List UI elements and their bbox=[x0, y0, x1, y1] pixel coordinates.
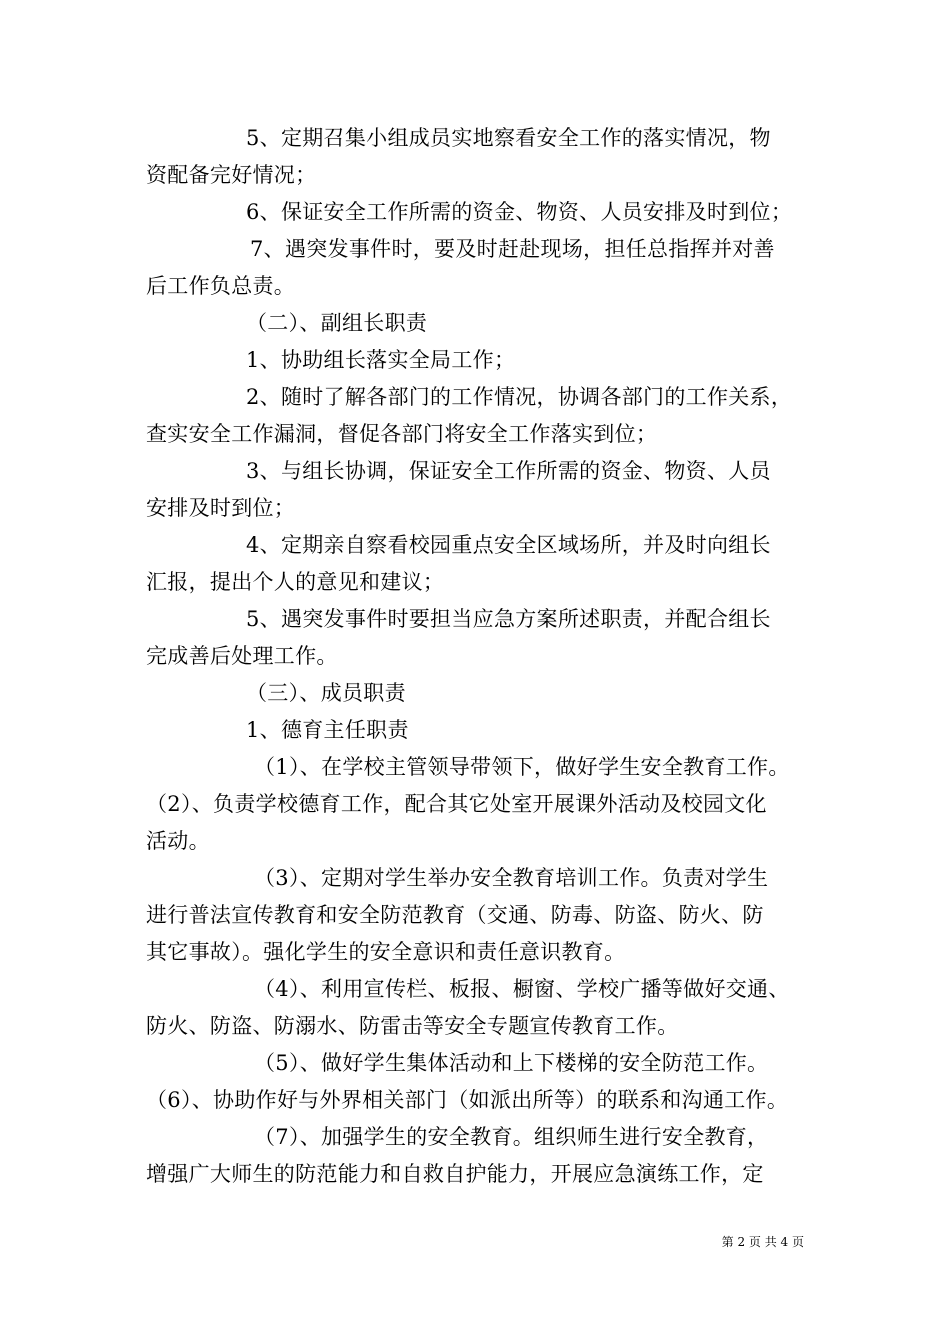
text-line-13: 汇报，提出个人的意见和建议； bbox=[146, 570, 445, 594]
text-line-15: 完成善后处理工作。 bbox=[146, 644, 338, 668]
text-line-20: 活动。 bbox=[146, 829, 210, 853]
text-line-23: 其它事故）。强化学生的安全意识和责任意识教育。 bbox=[146, 940, 626, 964]
section-heading-vice-leader: （二）、副组长职责 bbox=[246, 311, 428, 335]
text-line-26: （5）、做好学生集体活动和上下楼梯的安全防范工作。 bbox=[254, 1051, 769, 1075]
text-line-29: 增强广大师生的防范能力和自救自护能力，开展应急演练工作，定 bbox=[146, 1162, 764, 1186]
text-line-11: 安排及时到位； bbox=[146, 496, 296, 520]
document-body bbox=[146, 120, 826, 1193]
text-line-18: （1）、在学校主管领导带领下，做好学生安全教育工作。 bbox=[254, 755, 790, 779]
text-line-2: 资配备完好情况； bbox=[146, 163, 317, 187]
text-line-19: （2）、负责学校德育工作，配合其它处室开展课外活动及校园文化 bbox=[146, 792, 767, 816]
text-line-8: 2、随时了解各部门的工作情况，协调各部门的工作关系， bbox=[246, 385, 793, 409]
text-line-14: 5、遇突发事件时要担当应急方案所述职责，并配合组长 bbox=[246, 607, 771, 631]
text-line-12: 4、定期亲自察看校园重点安全区域场所，并及时向组长 bbox=[246, 533, 771, 557]
subheading-moral-education-director: 1、德育主任职责 bbox=[246, 718, 409, 742]
text-line-27: （6）、协助作好与外界相关部门（如派出所等）的联系和沟通工作。 bbox=[146, 1088, 789, 1112]
text-line-7: 1、协助组长落实全局工作； bbox=[246, 348, 516, 372]
text-line-21: （3）、定期对学生举办安全教育培训工作。负责对学生 bbox=[254, 866, 769, 890]
text-line-4: 7、遇突发事件时，要及时赶赴现场，担任总指挥并对善 bbox=[250, 237, 775, 261]
page-number-footer: 第 2 页 共 4 页 bbox=[721, 1235, 804, 1249]
text-line-24: （4）、利用宣传栏、板报、橱窗、学校广播等做好交通、 bbox=[254, 977, 790, 1001]
text-line-28: （7）、加强学生的安全教育。组织师生进行安全教育， bbox=[254, 1125, 769, 1149]
text-line-9: 查实安全工作漏洞，督促各部门将安全工作落实到位； bbox=[146, 422, 658, 446]
text-line-1: 5、定期召集小组成员实地察看安全工作的落实情况，物 bbox=[246, 126, 771, 150]
text-line-5: 后工作负总责。 bbox=[146, 274, 296, 298]
text-line-25: 防火、防盗、防溺水、防雷击等安全专题宣传教育工作。 bbox=[146, 1014, 679, 1038]
text-line-10: 3、与组长协调，保证安全工作所需的资金、物资、人员 bbox=[246, 459, 771, 483]
section-heading-member-duties: （三）、成员职责 bbox=[246, 681, 406, 705]
text-line-3: 6、保证安全工作所需的资金、物资、人员安排及时到位； bbox=[246, 200, 793, 224]
text-line-22: 进行普法宣传教育和安全防范教育（交通、防毒、防盗、防火、防 bbox=[146, 903, 764, 927]
